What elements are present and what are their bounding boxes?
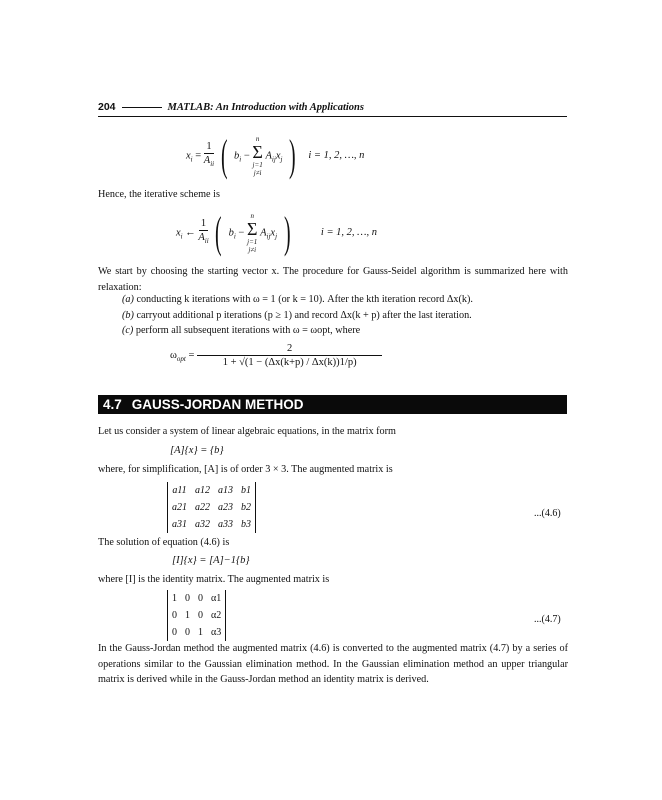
running-header	[98, 101, 567, 113]
eq2-term: A	[260, 227, 267, 239]
equation-solution: [I]{x} = [A]−1{b}	[172, 555, 250, 566]
eq1-term-sub: ij	[271, 155, 276, 164]
matrix-cell: α2	[211, 610, 222, 621]
list-item	[122, 292, 473, 308]
eq3-num: 2	[197, 342, 382, 356]
eq1-den: A	[203, 155, 211, 167]
matrix-cell: 0	[185, 593, 190, 604]
eq1-sum: n Σ j=1 j≠i	[252, 135, 263, 177]
text-final: In the Gauss-Jordan method the augmented matrix (4.6) is converted to the augmented matrix (4.7) by a series of operations similar to the Gaussian elimination method. In the Gaussian elimination method an upper triangular matrix is derived while in the Gauss-Jordan method an identity matrix is derived.	[98, 643, 568, 685]
eq3-lhs-sub: opt	[176, 355, 186, 363]
matrix-cell: 1	[185, 610, 190, 621]
matrix-cell: 0	[198, 610, 203, 621]
equation-jacobi	[186, 131, 365, 180]
eq2-sum: n Σ j=1 j≠i	[246, 212, 258, 254]
matrix-cell: b2	[241, 502, 251, 513]
text-iterative: Hence, the iterative scheme is	[98, 189, 220, 200]
eq1-close-paren: )	[289, 131, 296, 180]
text-where: where, for simplification, [A] is of order 3 × 3. The augmented matrix is	[98, 464, 393, 475]
list-item-text: perform all subsequent iterations with ω = ωopt, where	[135, 325, 361, 336]
eq2-b: b	[228, 227, 234, 239]
section-heading	[98, 395, 567, 414]
matrix-cell: 0	[185, 627, 190, 638]
eq1-range: i = 1, 2, …, n	[308, 150, 365, 162]
matrix-cell: b3	[241, 519, 251, 530]
eq1-lhs-sub: i	[190, 155, 193, 164]
section-title: GAUSS-JORDAN METHOD	[131, 397, 304, 412]
eq2-range: i = 1, 2, …, n	[320, 227, 378, 239]
eq1-num: 1	[206, 141, 212, 153]
eq1-x-sub: j	[280, 155, 283, 164]
eq2-sum-bot1: j=1	[247, 238, 258, 246]
eq1-b-sub: i	[239, 155, 242, 164]
eq2-num: 1	[200, 218, 207, 230]
eq1-sum-bot1: j=1	[252, 161, 263, 169]
matrix-cell: 0	[172, 627, 177, 638]
eq3-lhs: ω	[170, 349, 177, 361]
eq1-b: b	[234, 150, 240, 162]
matrix-cell: α1	[211, 593, 222, 604]
eq1-den-sub: ii	[210, 160, 215, 169]
augmented-matrix-1	[167, 482, 256, 533]
matrix-2-table	[167, 590, 226, 641]
equation-iterative	[176, 208, 378, 257]
text-start: We start by choosing the starting vector x. The procedure for Gauss-Seidel algorithm is summarized here with relaxation:	[98, 266, 568, 293]
eq1-term: A	[265, 150, 272, 162]
matrix-cell: 0	[172, 610, 177, 621]
equation-number-4-6: ...(4.6)	[534, 508, 561, 519]
list-item-label: (a)	[122, 294, 134, 305]
matrix-cell: a12	[195, 485, 210, 496]
eq2-x-sub: j	[275, 232, 278, 241]
eq2-b-sub: i	[233, 232, 236, 241]
matrix-1-table	[167, 482, 256, 533]
matrix-cell: a21	[172, 502, 187, 513]
eq2-lhs-sub: i	[180, 232, 183, 241]
matrix-cell: 1	[198, 627, 203, 638]
text-consider: Let us consider a system of linear algebraic equations, in the matrix form	[98, 426, 396, 437]
matrix-cell: a11	[172, 485, 187, 496]
matrix-cell: 1	[172, 593, 177, 604]
eq1-sum-top: n	[255, 135, 260, 143]
eq2-lhs: x	[176, 227, 181, 239]
eq3-rel: =	[188, 349, 195, 361]
list-item	[122, 323, 473, 339]
page-number: 204	[98, 101, 116, 113]
equation-ax-b: [A]{x} = {b}	[170, 445, 224, 456]
procedure-list	[122, 292, 473, 339]
matrix-cell: b1	[241, 485, 251, 496]
header-rule	[98, 116, 567, 117]
matrix-cell: a23	[218, 502, 233, 513]
eq3-den: 1 + √(1 − (Δx(k+p) / Δx(k))1/p)	[222, 357, 357, 368]
matrix-cell: a32	[195, 519, 210, 530]
eq2-sum-top: n	[250, 212, 254, 220]
list-item-label: (c)	[122, 325, 134, 336]
eq2-rel: ←	[185, 227, 196, 239]
eq2-close-paren: )	[283, 208, 291, 257]
augmented-matrix-2	[167, 590, 226, 641]
list-item-label: (b)	[122, 309, 134, 321]
matrix-cell: a13	[218, 485, 233, 496]
eq1-minus: −	[243, 150, 250, 162]
eq2-den-sub: ii	[204, 237, 209, 246]
matrix-cell: a33	[218, 519, 233, 530]
eq1-rel: =	[195, 150, 202, 162]
eq1-open-paren: (	[220, 131, 228, 180]
matrix-cell: a31	[172, 519, 187, 530]
text-solution: The solution of equation (4.6) is	[98, 537, 230, 548]
eq1-sum-bot2: j≠i	[253, 169, 262, 177]
eq3-fraction	[197, 342, 382, 369]
eq1-fraction	[204, 140, 214, 171]
eq2-open-paren: (	[215, 208, 222, 257]
matrix-cell: a22	[195, 502, 210, 513]
eq2-sum-bot2: j≠i	[248, 246, 257, 254]
eq2-x: x	[270, 227, 276, 239]
eq2-den: A	[198, 232, 205, 244]
matrix-cell: α3	[211, 627, 222, 638]
book-title: MATLAB: An Introduction with Applications	[167, 101, 364, 113]
header-dash	[122, 107, 162, 108]
eq1-x: x	[275, 150, 281, 162]
list-item-text: carryout additional p iterations (p ≥ 1) and record Δx(k + p) after the last iteration.	[136, 309, 472, 321]
text-identity: where [I] is the identity matrix. The augmented matrix is	[98, 574, 330, 585]
eq2-fraction	[198, 217, 208, 248]
equation-omega-opt	[170, 342, 382, 369]
section-number: 4.7	[103, 397, 122, 412]
eq1-lhs: x	[186, 150, 191, 162]
matrix-cell: 0	[198, 593, 203, 604]
list-item-text: conducting k iterations with ω = 1 (or k = 10). After the kth iteration record Δx(k).	[136, 294, 473, 305]
equation-number-4-7: ...(4.7)	[534, 614, 561, 625]
list-item	[122, 308, 473, 324]
eq2-term-sub: ij	[266, 232, 271, 241]
eq2-minus: −	[238, 227, 245, 239]
